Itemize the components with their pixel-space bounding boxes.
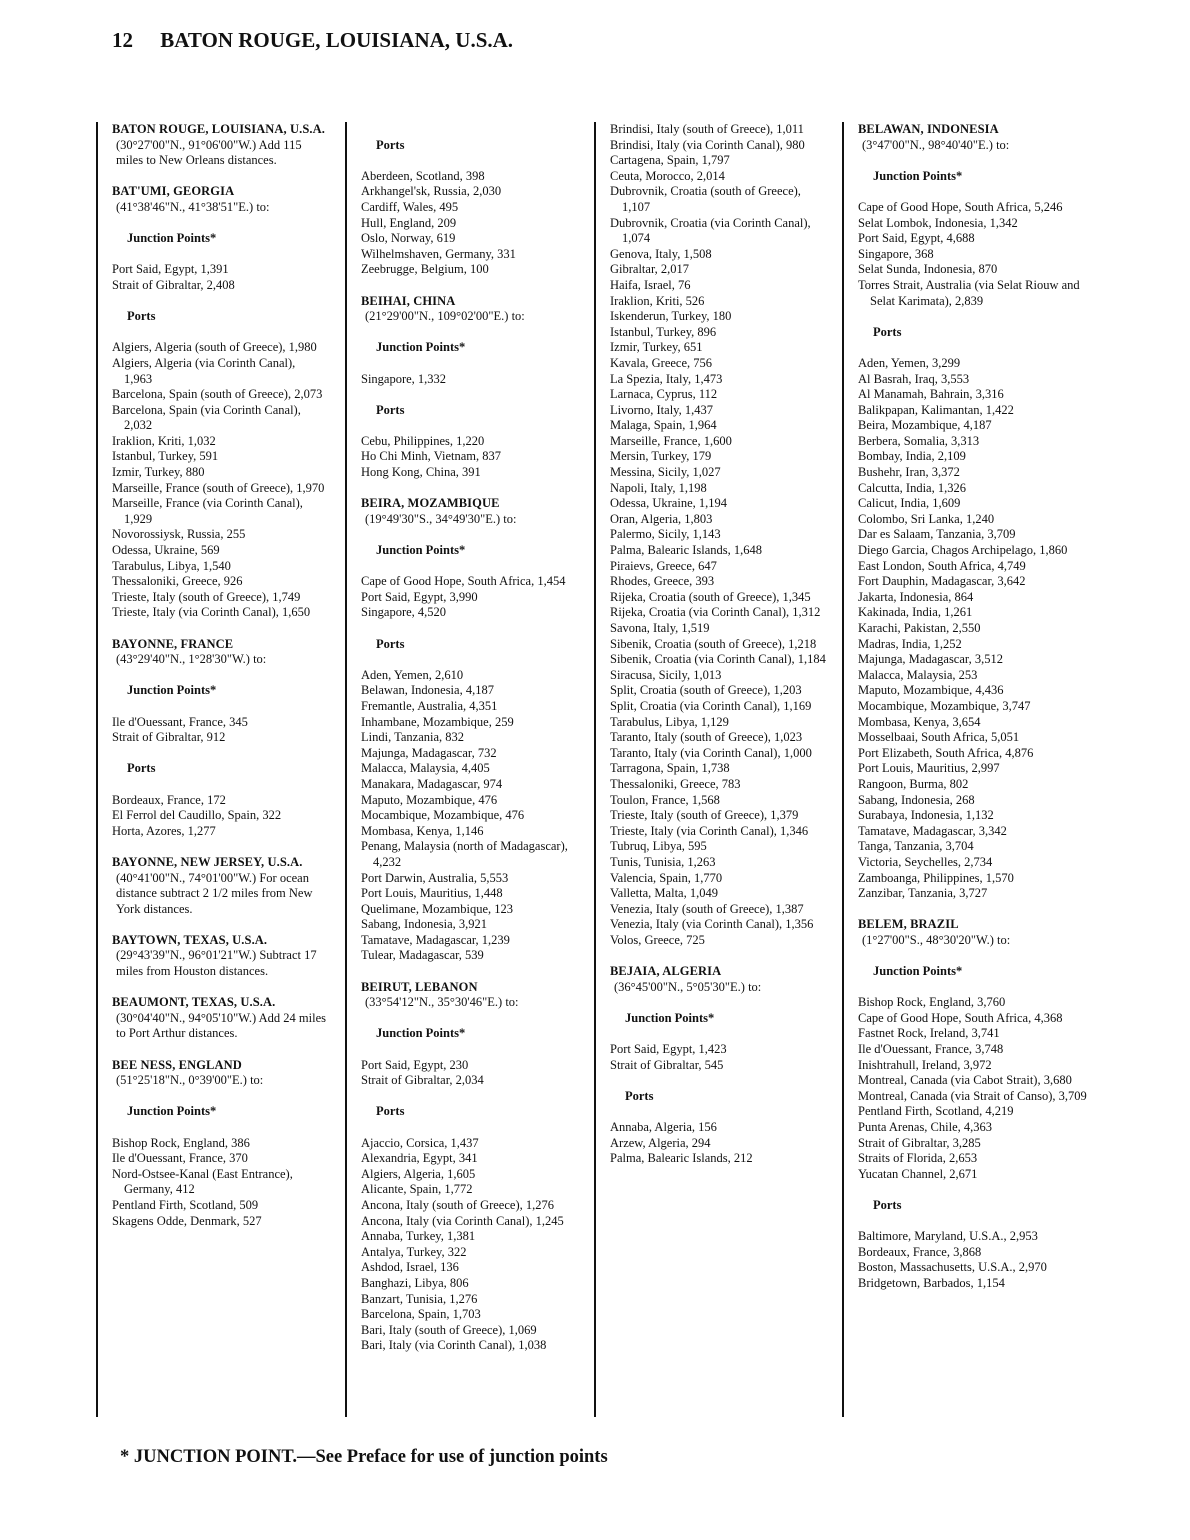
port-coordinates: (51°25'18"N., 0°39'00"E.) to:	[116, 1073, 264, 1088]
distance-item: Bishop Rock, England, 3,760	[858, 995, 1006, 1010]
distance-item: Beira, Mozambique, 4,187	[858, 418, 992, 433]
section-subheading: Ports	[873, 1197, 902, 1212]
distance-item: Mocambique, Mozambique, 476	[361, 808, 525, 823]
port-heading: BAYONNE, FRANCE	[112, 636, 234, 651]
distance-item: Thessaloniki, Greece, 783	[610, 776, 741, 791]
section-subheading: Junction Points*	[873, 168, 963, 183]
entry-separator	[112, 169, 326, 185]
distance-item: Cape of Good Hope, South Africa, 4,368	[858, 1010, 1063, 1025]
distance-item: Alicante, Spain, 1,772	[361, 1182, 473, 1197]
distance-item: Bushehr, Iran, 3,372	[858, 465, 960, 480]
section-subheading: Junction Points*	[873, 964, 963, 979]
distance-item: Banzart, Tunisia, 1,276	[361, 1291, 478, 1306]
section-subheading: Ports	[127, 309, 156, 324]
distance-item: Mombasa, Kenya, 1,146	[361, 823, 484, 838]
distance-item: Majunga, Madagascar, 732	[361, 745, 497, 760]
distance-item: Volos, Greece, 725	[610, 932, 705, 947]
port-heading: BEAUMONT, TEXAS, U.S.A.	[112, 995, 276, 1010]
distance-item: Tarabulus, Libya, 1,129	[610, 714, 729, 729]
section-subheading: Junction Points*	[376, 340, 466, 355]
section-subheading: Ports	[127, 761, 156, 776]
distance-item: Dar es Salaam, Tanzania, 3,709	[858, 527, 1016, 542]
distance-item: Strait of Gibraltar, 2,034	[361, 1073, 484, 1088]
distance-item: Taranto, Italy (via Corinth Canal), 1,000	[610, 745, 812, 760]
distance-item: Berbera, Somalia, 3,313	[858, 433, 980, 448]
distance-item: Majunga, Madagascar, 3,512	[858, 652, 1003, 667]
distance-item: Inhambane, Mozambique, 259	[361, 714, 514, 729]
distance-item: Hong Kong, China, 391	[361, 465, 481, 480]
distance-item: Sabang, Indonesia, 3,921	[361, 917, 488, 932]
distance-item: Horta, Azores, 1,277	[112, 823, 216, 838]
distance-item: Ajaccio, Corsica, 1,437	[361, 1135, 479, 1150]
distance-item: Port Said, Egypt, 230	[361, 1057, 469, 1072]
distance-item: Messina, Sicily, 1,027	[610, 465, 721, 480]
distance-item: Marseille, France (via Corinth Canal), 1,929	[112, 496, 303, 526]
distance-item: Barcelona, Spain, 1,703	[361, 1307, 481, 1322]
distance-item: Ile d'Ouessant, France, 345	[112, 714, 248, 729]
distance-item: Sibenik, Croatia (via Corinth Canal), 1,184	[610, 652, 826, 667]
distance-item: Ile d'Ouessant, France, 370	[112, 1151, 248, 1166]
section-subheading: Ports	[376, 137, 405, 152]
distance-item: Strait of Gibraltar, 912	[112, 730, 226, 745]
distance-item: Ho Chi Minh, Vietnam, 837	[361, 449, 501, 464]
distance-item: Alexandria, Egypt, 341	[361, 1151, 478, 1166]
distance-item: Fastnet Rock, Ireland, 3,741	[858, 1026, 1000, 1041]
distance-item: La Spezia, Italy, 1,473	[610, 371, 723, 386]
distance-item: Siracusa, Sicily, 1,013	[610, 667, 722, 682]
port-coordinates: (29°43'39"N., 96°01'21"W.) Subtract 17 miles from Houston distances.	[116, 948, 317, 979]
page-title: BATON ROUGE, LOUISIANA, U.S.A.	[160, 28, 514, 52]
distance-item: Montreal, Canada (via Cabot Strait), 3,680	[858, 1073, 1072, 1088]
distance-item: Palma, Balearic Islands, 1,648	[610, 543, 763, 558]
port-heading: BAYTOWN, TEXAS, U.S.A.	[112, 932, 268, 947]
distance-item: Tanga, Tanzania, 3,704	[858, 839, 974, 854]
distance-item: Boston, Massachusetts, U.S.A., 2,970	[858, 1260, 1047, 1275]
port-coordinates: (43°29'40"N., 1°28'30"W.) to:	[116, 652, 267, 667]
entry-separator	[361, 278, 585, 294]
distance-item: Odessa, Ukraine, 1,194	[610, 496, 727, 511]
distance-item: Genova, Italy, 1,508	[610, 246, 712, 261]
section-subheading: Junction Points*	[127, 1104, 217, 1119]
distance-item: Venezia, Italy (south of Greece), 1,387	[610, 901, 804, 916]
distance-item: Pentland Firth, Scotland, 509	[112, 1197, 259, 1212]
distance-item: Madras, India, 1,252	[858, 636, 962, 651]
port-heading: BEIRA, MOZAMBIQUE	[361, 496, 500, 511]
distance-item: Ceuta, Morocco, 2,014	[610, 168, 725, 183]
distance-item: Rhodes, Greece, 393	[610, 574, 715, 589]
distance-item: Rijeka, Croatia (south of Greece), 1,345	[610, 589, 811, 604]
distance-item: Port Elizabeth, South Africa, 4,876	[858, 745, 1034, 760]
entry-separator	[610, 948, 829, 964]
distance-item: Cebu, Philippines, 1,220	[361, 433, 485, 448]
page-number: 12	[112, 28, 133, 52]
distance-item: Bishop Rock, England, 386	[112, 1135, 250, 1150]
distance-item: Torres Strait, Australia (via Selat Riouw and Selat Karimata), 2,839	[858, 277, 1080, 308]
entry-separator	[112, 839, 326, 855]
distance-item: Baltimore, Maryland, U.S.A., 2,953	[858, 1229, 1038, 1244]
entry-separator	[112, 621, 326, 637]
distance-item: Montreal, Canada (via Strait of Canso), 3,709	[858, 1088, 1087, 1103]
distance-item: Oran, Algeria, 1,803	[610, 511, 713, 526]
distance-item: Aden, Yemen, 3,299	[858, 355, 961, 370]
distance-item: Rijeka, Croatia (via Corinth Canal), 1,312	[610, 605, 821, 620]
distance-item: Marseille, France (south of Greece), 1,970	[112, 480, 325, 495]
section-subheading: Ports	[376, 402, 405, 417]
distance-item: Trieste, Italy (south of Greece), 1,749	[112, 589, 301, 604]
entry-separator	[112, 980, 326, 996]
distance-item: Cape of Good Hope, South Africa, 1,454	[361, 574, 566, 589]
distance-item: Punta Arenas, Chile, 4,363	[858, 1120, 993, 1134]
distance-item: Algiers, Algeria (south of Greece), 1,980	[112, 340, 317, 355]
footer-note: * JUNCTION POINT.—See Preface for use of junction points	[120, 1447, 608, 1467]
distance-item: Larnaca, Cyprus, 112	[610, 387, 718, 402]
section-subheading: Junction Points*	[625, 1010, 715, 1025]
distance-item: Singapore, 368	[858, 246, 934, 261]
distance-item: Cardiff, Wales, 495	[361, 199, 459, 214]
distance-item: Tarragona, Spain, 1,738	[610, 761, 730, 776]
distance-item: Split, Croatia (via Corinth Canal), 1,169	[610, 698, 812, 713]
distance-item: Rangoon, Burma, 802	[858, 776, 969, 791]
distance-item: Maputo, Mozambique, 476	[361, 792, 498, 807]
section-subheading: Junction Points*	[376, 1026, 466, 1041]
distance-item: Penang, Malaysia (north of Madagascar), 4,232	[361, 839, 568, 869]
distance-item: Yucatan Channel, 2,671	[858, 1166, 978, 1181]
distance-item: Valletta, Malta, 1,049	[610, 886, 718, 901]
distance-item: Aberdeen, Scotland, 398	[361, 168, 485, 183]
distance-item: Karachi, Pakistan, 2,550	[858, 621, 981, 635]
port-heading: BEIRUT, LEBANON	[361, 979, 478, 994]
distance-item: East London, South Africa, 4,749	[858, 558, 1026, 573]
distance-item: Al Manamah, Bahrain, 3,316	[858, 387, 1004, 402]
distance-item: Brindisi, Italy (via Corinth Canal), 980	[610, 137, 805, 152]
distance-item: Strait of Gibraltar, 3,285	[858, 1135, 981, 1150]
section-subheading: Ports	[376, 1104, 405, 1119]
distance-item: Fremantle, Australia, 4,351	[361, 698, 498, 713]
distance-item: Banghazi, Libya, 806	[361, 1275, 469, 1290]
port-heading: BEJAIA, ALGERIA	[610, 964, 722, 979]
distance-item: Iraklion, Kriti, 526	[610, 293, 705, 308]
distance-item: El Ferrol del Caudillo, Spain, 322	[112, 808, 282, 823]
distance-item: Marseille, France, 1,600	[610, 433, 732, 448]
distance-item: Pentland Firth, Scotland, 4,219	[858, 1104, 1014, 1119]
distance-item: Annaba, Turkey, 1,381	[361, 1229, 476, 1244]
distance-item: Malacca, Malaysia, 253	[858, 667, 978, 682]
section-subheading: Junction Points*	[376, 543, 466, 558]
distance-item: Tamatave, Madagascar, 1,239	[361, 932, 510, 947]
distance-item: Livorno, Italy, 1,437	[610, 402, 713, 417]
port-coordinates: (3°47'00"N., 98°40'40"E.) to:	[862, 137, 1010, 152]
distance-item: Thessaloniki, Greece, 926	[112, 574, 243, 589]
distance-item: Malaga, Spain, 1,964	[610, 418, 717, 433]
section-subheading: Junction Points*	[127, 683, 217, 698]
distance-item: Port Said, Egypt, 1,391	[112, 262, 229, 277]
distance-item: Savona, Italy, 1,519	[610, 621, 710, 635]
distance-item: Malacca, Malaysia, 4,405	[361, 761, 490, 776]
port-heading: BATON ROUGE, LOUISIANA, U.S.A.	[112, 122, 325, 136]
distance-item: Split, Croatia (south of Greece), 1,203	[610, 683, 802, 698]
distance-item: Port Darwin, Australia, 5,553	[361, 870, 509, 885]
distance-item: Arkhangel'sk, Russia, 2,030	[361, 184, 502, 199]
port-coordinates: (33°54'12"N., 35°30'46"E.) to:	[365, 995, 519, 1010]
distance-item: Tulear, Madagascar, 539	[361, 948, 484, 963]
port-coordinates: (1°27'00"S., 48°30'20"W.) to:	[862, 932, 1011, 947]
distance-item: Istanbul, Turkey, 896	[610, 324, 717, 339]
distance-item: Iskenderun, Turkey, 180	[610, 309, 732, 324]
distance-item: Colombo, Sri Lanka, 1,240	[858, 511, 995, 526]
distance-item: Ashdod, Israel, 136	[361, 1260, 459, 1275]
distance-item: Izmir, Turkey, 651	[610, 340, 703, 355]
distance-item: Cape of Good Hope, South Africa, 5,246	[858, 199, 1063, 214]
distance-item: Zeebrugge, Belgium, 100	[361, 262, 489, 277]
distance-item: Port Louis, Mauritius, 1,448	[361, 886, 503, 901]
port-heading: BELEM, BRAZIL	[858, 917, 959, 932]
section-subheading: Ports	[625, 1088, 654, 1103]
distance-item: Wilhelmshaven, Germany, 331	[361, 246, 516, 261]
port-coordinates: (30°27'00"N., 91°06'00"W.) Add 115 miles to New Orleans distances.	[116, 137, 302, 168]
distance-item: Algiers, Algeria (via Corinth Canal), 1,963	[112, 355, 296, 386]
distance-item: Skagens Odde, Denmark, 527	[112, 1213, 262, 1228]
port-heading: BAYONNE, NEW JERSEY, U.S.A.	[112, 854, 303, 869]
port-coordinates: (41°38'46"N., 41°38'51"E.) to:	[116, 199, 270, 214]
distance-item: Sibenik, Croatia (south of Greece), 1,218	[610, 636, 817, 651]
distance-item: Port Louis, Mauritius, 2,997	[858, 761, 1000, 776]
entry-separator	[112, 917, 326, 933]
column-2	[345, 122, 585, 1417]
distance-item: Toulon, France, 1,568	[610, 792, 720, 807]
distance-item: Dubrovnik, Croatia (south of Greece), 1,107	[610, 184, 801, 214]
distance-item: Iraklion, Kriti, 1,032	[112, 433, 216, 448]
distance-item: Ile d'Ouessant, France, 3,748	[858, 1042, 1004, 1057]
port-heading: BEIHAI, CHINA	[361, 293, 456, 308]
distance-item: Napoli, Italy, 1,198	[610, 480, 707, 495]
distance-item: Manakara, Madagascar, 974	[361, 776, 503, 791]
distance-item: Calcutta, India, 1,326	[858, 480, 966, 495]
distance-item: Belawan, Indonesia, 4,187	[361, 683, 494, 698]
port-heading: BELAWAN, INDONESIA	[858, 122, 999, 136]
distance-item: Aden, Yemen, 2,610	[361, 667, 464, 682]
distance-item: Straits of Florida, 2,653	[858, 1151, 978, 1166]
distance-item: Tamatave, Madagascar, 3,342	[858, 823, 1007, 838]
port-coordinates: (21°29'00"N., 109°02'00"E.) to:	[365, 309, 525, 324]
distance-item: Barcelona, Spain (south of Greece), 2,073	[112, 387, 323, 402]
entry-separator	[361, 964, 585, 980]
distance-item: Istanbul, Turkey, 591	[112, 449, 219, 464]
distance-item: Ancona, Italy (via Corinth Canal), 1,245	[361, 1213, 564, 1228]
distance-item: Singapore, 1,332	[361, 371, 447, 386]
entry-separator	[361, 481, 585, 497]
page-header	[112, 28, 513, 53]
distance-item: Kakinada, India, 1,261	[858, 605, 973, 620]
distance-item: Nord-Ostsee-Kanal (East Entrance), Germany, 412	[112, 1166, 293, 1197]
distance-item: Mocambique, Mozambique, 3,747	[858, 698, 1031, 713]
distance-item: Palma, Balearic Islands, 212	[610, 1151, 753, 1166]
distance-item: Mersin, Turkey, 179	[610, 449, 712, 464]
distance-item: Inishtrahull, Ireland, 3,972	[858, 1057, 992, 1072]
distance-item: Antalya, Turkey, 322	[361, 1244, 467, 1259]
distance-item: Quelimane, Mozambique, 123	[361, 901, 514, 916]
distance-item: Kavala, Greece, 756	[610, 355, 713, 370]
distance-item: Trieste, Italy (via Corinth Canal), 1,650	[112, 605, 311, 620]
distance-item: Bridgetown, Barbados, 1,154	[858, 1275, 1005, 1290]
distance-item: Mosselbaai, South Africa, 5,051	[858, 730, 1020, 745]
entry-separator	[858, 902, 1090, 918]
distance-item: Diego Garcia, Chagos Archipelago, 1,860	[858, 543, 1068, 558]
distance-item: Al Basrah, Iraq, 3,553	[858, 371, 970, 386]
distance-item: Singapore, 4,520	[361, 605, 447, 620]
distance-item: Cartagena, Spain, 1,797	[610, 153, 730, 168]
distance-item: Izmir, Turkey, 880	[112, 465, 205, 480]
entry-separator	[112, 1042, 326, 1058]
distance-item: Strait of Gibraltar, 2,408	[112, 277, 235, 292]
distance-item: Annaba, Algeria, 156	[610, 1120, 717, 1134]
distance-item: Port Said, Egypt, 4,688	[858, 231, 975, 246]
section-subheading: Ports	[376, 636, 405, 651]
distance-item: Bordeaux, France, 3,868	[858, 1244, 982, 1259]
section-subheading: Ports	[873, 324, 902, 339]
distance-item: Surabaya, Indonesia, 1,132	[858, 808, 994, 823]
column-1	[96, 122, 326, 1417]
distance-item: Arzew, Algeria, 294	[610, 1135, 711, 1150]
distance-item: Palermo, Sicily, 1,143	[610, 527, 721, 542]
distance-item: Port Said, Egypt, 1,423	[610, 1042, 727, 1057]
distance-item: Odessa, Ukraine, 569	[112, 543, 220, 558]
distance-item: Jakarta, Indonesia, 864	[858, 589, 974, 604]
distance-item: Trieste, Italy (via Corinth Canal), 1,346	[610, 823, 809, 838]
distance-item: Mombasa, Kenya, 3,654	[858, 714, 981, 729]
distance-item: Haifa, Israel, 76	[610, 277, 691, 292]
distance-item: Balikpapan, Kalimantan, 1,422	[858, 402, 1014, 417]
column-3	[594, 122, 829, 1417]
distance-item: Dubrovnik, Croatia (via Corinth Canal), 1,074	[610, 215, 811, 246]
distance-item: Barcelona, Spain (via Corinth Canal), 2,032	[112, 402, 301, 433]
distance-item: Oslo, Norway, 619	[361, 231, 456, 246]
distance-item: Piraievs, Greece, 647	[610, 558, 717, 573]
distance-item: Bari, Italy (via Corinth Canal), 1,038	[361, 1338, 547, 1353]
distance-item: Lindi, Tanzania, 832	[361, 730, 465, 745]
distance-item: Strait of Gibraltar, 545	[610, 1057, 724, 1072]
distance-item: Calicut, India, 1,609	[858, 496, 961, 511]
distance-item: Sabang, Indonesia, 268	[858, 792, 975, 807]
column-4	[842, 122, 1090, 1417]
port-coordinates: (30°04'40"N., 94°05'10"W.) Add 24 miles to Port Arthur distances.	[116, 1010, 327, 1041]
distance-item: Selat Sunda, Indonesia, 870	[858, 262, 998, 277]
section-subheading: Junction Points*	[127, 231, 217, 246]
port-heading: BAT'UMI, GEORGIA	[112, 184, 235, 199]
distance-item: Port Said, Egypt, 3,990	[361, 589, 478, 604]
distance-item: Valencia, Spain, 1,770	[610, 870, 723, 885]
distance-item: Zamboanga, Philippines, 1,570	[858, 870, 1014, 885]
distance-item: Tunis, Tunisia, 1,263	[610, 854, 716, 869]
distance-item: Trieste, Italy (south of Greece), 1,379	[610, 808, 799, 823]
distance-item: Maputo, Mozambique, 4,436	[858, 683, 1004, 698]
distance-item: Tarabulus, Libya, 1,540	[112, 558, 231, 573]
distance-item: Brindisi, Italy (south of Greece), 1,011	[610, 122, 804, 136]
port-coordinates: (40°41'00"N., 74°01'00"W.) For ocean distance subtract 2 1/2 miles from New York distances.	[116, 870, 313, 916]
distance-item: Victoria, Seychelles, 2,734	[858, 854, 993, 869]
distance-item: Zanzibar, Tanzania, 3,727	[858, 886, 988, 901]
distance-item: Algiers, Algeria, 1,605	[361, 1166, 476, 1181]
port-coordinates: (19°49'30"S., 34°49'30"E.) to:	[365, 511, 517, 526]
distance-item: Novorossiysk, Russia, 255	[112, 527, 246, 542]
distance-item: Taranto, Italy (south of Greece), 1,023	[610, 730, 803, 745]
distance-item: Ancona, Italy (south of Greece), 1,276	[361, 1197, 554, 1212]
distance-item: Bari, Italy (south of Greece), 1,069	[361, 1322, 537, 1337]
distance-item: Hull, England, 209	[361, 215, 457, 230]
distance-item: Tubruq, Libya, 595	[610, 839, 707, 854]
port-coordinates: (36°45'00"N., 5°05'30"E.) to:	[614, 979, 762, 994]
distance-item: Fort Dauphin, Madagascar, 3,642	[858, 574, 1026, 589]
distance-item: Bordeaux, France, 172	[112, 792, 226, 807]
distance-item: Bombay, India, 2,109	[858, 449, 966, 464]
port-heading: BEE NESS, ENGLAND	[112, 1057, 242, 1072]
distance-item: Venezia, Italy (via Corinth Canal), 1,356	[610, 917, 814, 932]
distance-item: Gibraltar, 2,017	[610, 262, 689, 277]
distance-item: Selat Lombok, Indonesia, 1,342	[858, 215, 1018, 230]
